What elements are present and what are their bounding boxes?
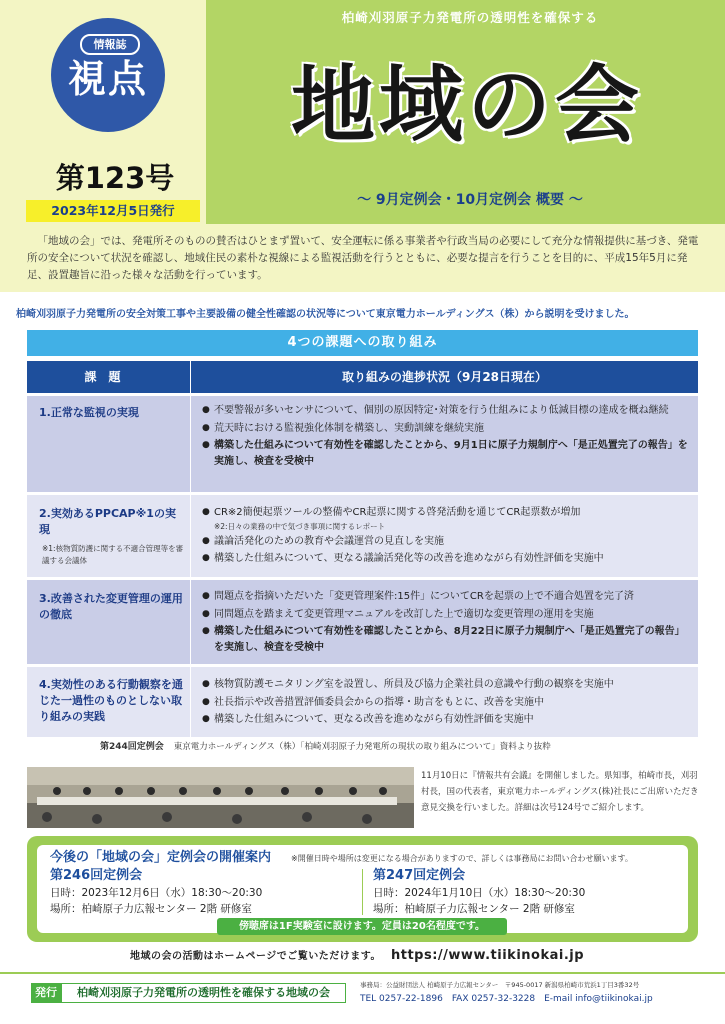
meeting-1-title: 第246回定例会 (50, 868, 143, 883)
meeting-2-title: 第247回定例会 (373, 868, 466, 883)
publisher-label: 発行 (31, 983, 61, 1003)
gallery-notice: 傍聴席は1F実験室に設けます。定員は20名程度です。 (217, 918, 507, 935)
progress-item: ● 構築した仕組みについて有効性を確認したことから、8月22日に原子力規制庁へ「是正処置完了の報告」を実施し、検査を受検中 (202, 624, 692, 655)
row-title: 3.改善された変更管理の運用の徹底 (39, 592, 183, 621)
meeting-heading: 今後の「地域の会」定例会の開催案内 (50, 850, 272, 865)
progress-item: ● 問題点を指摘いただいた「変更管理案件:15件」についてCRを起票の上で不適合処置を完了済 (202, 589, 692, 605)
website-line (130, 947, 690, 966)
table-header-task: 課題 (27, 361, 190, 393)
explanation-text: 柏崎刈羽原子力発電所の安全対策工事や主要設備の健全性確認の状況等について東京電力ホールディングス（株）から説明を受けました。 (16, 309, 635, 320)
issue-number: 第123号 (55, 161, 175, 195)
progress-item: ● 核物質防護モニタリング室を設置し、所員及び協力企業社員の意識や行動の観察を実施中 (202, 677, 692, 693)
row-title: 4.実効性のある行動観察を通じた一過性のものとしない取り組みの実践 (39, 678, 183, 723)
meeting-photo-drawing (27, 767, 414, 828)
contact-info: TEL 0257-22-1896 FAX 0257-32-3228 E-mail info@tiikinokai.jp (360, 994, 653, 1004)
progress-item: ● 構築した仕組みについて有効性を確認したことから、9月1日に原子力規制庁へ「是正処置完了の報告」を実施し、検査を受検中 (202, 438, 692, 469)
progress-item: ● 荒天時における監視強化体制を構築し、実動訓練を継続実施 (202, 421, 692, 437)
website-link[interactable]: https://www.tiikinokai.jp (391, 948, 585, 963)
masthead-tagline: 柏崎刈羽原子力発電所の透明性を確保する (341, 10, 599, 25)
table-source (100, 739, 700, 755)
meeting-photo (27, 767, 414, 828)
progress-item: ● 不要警報が多いセンサについて、個別の原因特定･対策を行う仕組みにより低減目標の達成を概ね継続 (202, 403, 692, 419)
meeting-1-place: 場所：柏崎原子力広報センター 2階 研修室 (50, 903, 252, 915)
source-meeting: 第244回定例会 (100, 742, 164, 752)
logo-badge: 情報誌 (80, 34, 140, 55)
progress-list (202, 677, 692, 730)
publisher-name: 柏崎刈羽原子力発電所の透明性を確保する地域の会 (61, 983, 346, 1003)
logo-text: 視点 (67, 57, 148, 101)
row-title: 2.実効あるPPCAP※1の実現 (39, 507, 176, 536)
intro-text: 「地域の会」では、発電所そのものの賛否はひとまず置いて、安全運転に係る事業者や行政当局の必要にして充分な情報提供に基づき、発電所の安全について状況を確認し、地域住民の素朴な視線による監視活動を行うとともに、必要な提言を行うことを目的に、平成15年5月に発足、設置趣旨に沿った様々な活動を行っています。 (27, 235, 699, 281)
progress-item (202, 505, 692, 532)
office-address: 事務局：公益財団法人 柏崎原子力広報センター 〒945-0017 新潟県柏崎市荒浜1丁目3番32号 (360, 981, 640, 989)
meeting-1-date: 日時：2023年12月6日（水）18:30～20:30 (50, 887, 263, 899)
meeting-divider (362, 869, 363, 915)
meeting-note: ※開催日時や場所は変更になる場合がありますので、詳しくは事務局にお問い合わせ願います。 (291, 854, 633, 863)
issue-date: 2023年12月5日発行 (26, 200, 200, 222)
progress-item: ● 同問題点を踏まえて変更管理マニュアルを改訂した上で適切な変更管理の運用を実施 (202, 607, 692, 623)
progress-item: ● 議論活発化のための教育や会議運営の見直しを実施 (202, 534, 692, 550)
table-header-progress: 取り組みの進捗状況（9月28日現在） (191, 361, 698, 393)
progress-item-note: ※2:日々の業務の中で気づき事項に関するレポート (214, 521, 386, 531)
photo-caption: 11月10日に『情報共有会議』を開催しました。県知事，柏崎市長，刈羽村長，国の代表者，東京電力ホールディングス(株)社長にご出席いただき意見交換を行いました。詳細は次号124号でご紹介します。 (421, 771, 699, 813)
meeting-2-date: 日時：2024年1月10日（水）18:30～20:30 (373, 887, 586, 899)
meeting-2-place: 場所：柏崎原子力広報センター 2階 研修室 (373, 903, 575, 915)
source-text: 東京電力ホールディングス（株）「柏崎刈羽原子力発電所の現状の取り組みについて」資料より抜粋 (173, 742, 551, 752)
progress-list (202, 403, 692, 471)
progress-item-text: CR※2簡便起票ツールの整備やCR起票に関する啓発活動を通じてCR起票数が増加 (214, 507, 581, 518)
progress-item: ● 構築した仕組みについて、更なる議論活発化等の改善を進めながら有効性評価を実施中 (202, 551, 692, 567)
table-title: 4つの課題への取り組み (27, 330, 698, 356)
progress-list (202, 505, 692, 569)
progress-list (202, 589, 692, 657)
row-title: 1.正常な監視の実現 (39, 406, 139, 419)
page-subtitle: ～ 9月定例会・10月定例会 概要 ～ (357, 192, 583, 208)
page-title: 地域の会 (290, 56, 643, 154)
progress-item: ● 社長指示や改善措置評価委員会からの指導・助言をもとに、改善を実施中 (202, 695, 692, 711)
progress-item: ● 構築した仕組みについて、更なる改善を進めながら有効性評価を実施中 (202, 712, 692, 728)
row-note: ※1:核物質防護に関する不適合管理等を審議する会議体 (42, 544, 184, 565)
footer-divider (0, 972, 725, 974)
website-text: 地域の会の活動はホームページでご覧いただけます。 (130, 951, 381, 962)
